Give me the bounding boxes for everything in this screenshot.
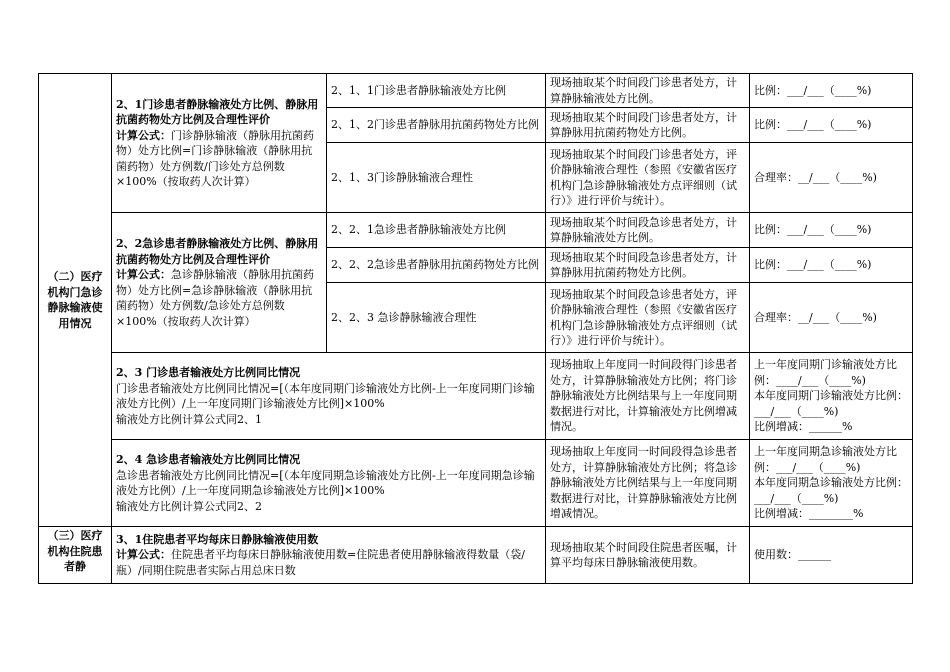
item-cell: 2、1、1门诊患者静脉输液处方比例 (327, 74, 546, 108)
method-cell: 现场抽取某个时间段急诊患者处方，评价静脉输液合理性（参照《安徽省医疗机构门急诊静脉输液处方点评细则（试行）》进行评价与统计）。 (546, 283, 750, 353)
result-line: 本年度同期急诊输液处方比例：___/___（____%) (754, 476, 908, 505)
method-cell: 现场抽取某个时间段急诊患者处方，计算静脉输液处方比例。 (546, 213, 750, 248)
result-cell (750, 353, 913, 440)
result-cell: 合理率：__/___（____%) (750, 283, 913, 353)
item-cell: 2、2、2急诊患者静脉用抗菌药物处方比例 (327, 248, 546, 283)
category-cell-s3: （三）医疗机构住院患者静 (39, 527, 112, 584)
result-line: 上一年度同期门诊输液处方比例：____/___（____%) (754, 358, 897, 387)
evaluation-table (38, 73, 913, 584)
method-cell: 现场抽取某个时间段门诊患者处方，评价静脉输液合理性（参照《安徽省医疗机构门急诊静脉输液处方点评细则（试行）》进行评价与统计）。 (546, 143, 750, 213)
item-cell: 2、2、3 急诊静脉输液合理性 (327, 283, 546, 353)
indicator-cell-2-2 (112, 213, 327, 353)
indicator-heading: 2、1门诊患者静脉输液处方比例、静脉用抗菌药物处方比例及合理性评价 (116, 97, 319, 126)
formula-note: 输液处方比例计算公式同2、1 (116, 412, 262, 426)
formula-text: 门诊静脉输液（静脉用抗菌药物）处方比例=门诊静脉输液（静脉用抗菌药物）处方例数/门诊处方总例数×100%（按取药人次计算） (116, 128, 314, 188)
formula-note: 输液处方比例计算公式同2、2 (116, 499, 262, 513)
formula-text: 急诊患者输液处方比例同比情况=[（本年度同期急诊输液处方比例-上一年度同期急诊输液处方比例）/上一年度同期急诊输液处方比例]×100% (116, 468, 535, 497)
result-cell: 合理率：__/___（____%) (750, 143, 913, 213)
indicator-cell-2-1 (112, 74, 327, 213)
indicator-cell-3-1 (112, 527, 546, 584)
indicator-cell-2-3 (112, 353, 546, 440)
table-row (39, 527, 913, 584)
result-line: 比例增减：______% (754, 420, 853, 434)
table-row (39, 213, 913, 248)
indicator-cell-2-4 (112, 440, 546, 527)
table-row (39, 353, 913, 440)
result-line: 上一年度同期急诊输液处方比例：___/___（____%) (754, 445, 897, 474)
result-cell: 使用数：______ (750, 527, 913, 584)
method-cell: 现场抽取上年度同一时间段得门诊患者处方，计算静脉输液处方比例；将门诊静脉输液处方比例结果与上一年度同期数据进行对比，计算输液处方比例增减情况。 (546, 353, 750, 440)
item-cell: 2、2、1急诊患者静脉输液处方比例 (327, 213, 546, 248)
category-cell-s2: （二）医疗机构门急诊静脉输液使用情况 (39, 74, 112, 527)
table-row (39, 440, 913, 527)
method-cell: 现场抽取某个时间段住院患者医嘱，计算平均每床日静脉输液使用数。 (546, 527, 750, 584)
result-cell: 比例：___/___（____%) (750, 108, 913, 143)
table-row (39, 74, 913, 108)
formula-text: 急诊静脉输液（静脉用抗菌药物）处方比例=急诊静脉输液（静脉用抗菌药物）处方例数/急诊处方总例数×100%（按取药人次计算） (116, 268, 314, 328)
result-cell: 比例：___/___（____%) (750, 213, 913, 248)
formula-text: 门诊患者输液处方比例同比情况=[（本年度同期门诊输液处方比例-上一年度同期门诊输液处方比例）/上一年度同期门诊输液处方比例]×100% (116, 381, 535, 410)
result-cell: 比例：___/___（____%) (750, 74, 913, 108)
item-cell: 2、1、2门诊患者静脉用抗菌药物处方比例 (327, 108, 546, 143)
result-line: 本年度同期门诊输液处方比例：___/___（____%) (754, 389, 908, 418)
formula-label: 计算公式： (116, 268, 171, 281)
result-cell (750, 440, 913, 527)
result-line: 比例增减：________% (754, 507, 864, 521)
indicator-heading: 2、4 急诊患者输液处方比例同比情况 (116, 453, 301, 466)
method-cell: 现场抽取某个时间段急诊患者处方，计算静脉用抗菌药物处方比例。 (546, 248, 750, 283)
indicator-heading: 3、1住院患者平均每床日静脉输液使用数 (116, 532, 319, 546)
formula-label: 计算公式： (116, 548, 171, 562)
formula-label: 计算公式： (116, 128, 171, 142)
method-cell: 现场抽取上年度同一时间段得急诊患者处方，计算静脉输液处方比例；将急诊静脉输液处方比例结果与上一年度同期数据进行对比，计算静脉输液处方比例增减情况。 (546, 440, 750, 527)
result-cell: 比例：___/___（____%) (750, 248, 913, 283)
method-cell: 现场抽取某个时间段门诊患者处方，计算静脉用抗菌药物处方比例。 (546, 108, 750, 143)
item-cell: 2、1、3门诊静脉输液合理性 (327, 143, 546, 213)
method-cell: 现场抽取某个时间段门诊患者处方，计算静脉输液处方比例。 (546, 74, 750, 108)
indicator-heading: 2、3 门诊患者输液处方比例同比情况 (116, 366, 301, 379)
formula-text: 住院患者平均每床日静脉输液使用数=住院患者使用静脉输液得数量（袋/瓶）/同期住院患者实际占用总床日数 (116, 548, 525, 577)
indicator-heading: 2、2急诊患者静脉输液处方比例、静脉用抗菌药物处方比例及合理性评价 (116, 237, 319, 266)
